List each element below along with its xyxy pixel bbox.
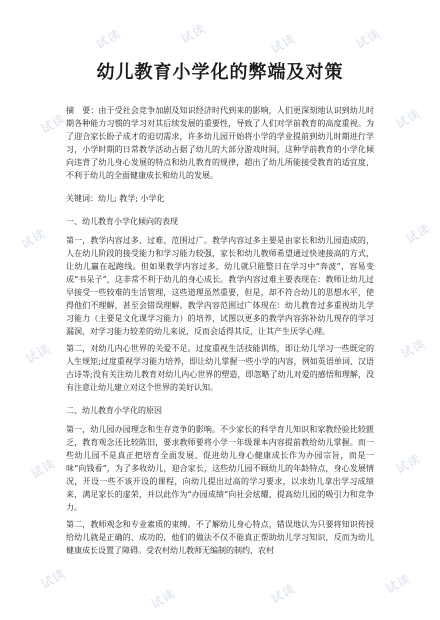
watermark-text: 试读 (403, 221, 434, 247)
watermark-text: 试读 (268, 581, 299, 607)
keywords-line: 关键词：幼儿; 教学; 小学化 (66, 194, 165, 203)
watermark-text: 试读 (28, 456, 59, 482)
watermark-text: 试读 (38, 566, 69, 592)
watermark-text: 试读 (23, 341, 54, 367)
watermark-text: 试读 (178, 21, 209, 47)
watermark-text: 试读 (383, 571, 414, 597)
watermark-text: 试读 (93, 26, 124, 52)
document-title: 幼儿教育小学化的弊端及对策 (96, 62, 344, 83)
watermark-text: 试读 (38, 111, 69, 137)
section-2-paragraph-2: 第二，教师观念和专业素质的束缚。不了解幼儿身心特点，错误地认为只要将知识传授给幼儿就是正确的、成功的，他们的做法不仅不能真正帮助幼儿学习知识，反而为幼儿健康成长设置了障碍。受农村幼儿教师无编制的制约，农村 (66, 520, 374, 555)
section-1-paragraph-2: 第二，对幼儿内心世界的关爱不足。过度重视生活技能训练，即让幼儿学习一些既定的人生规矩;过度重视学习能力培养，即让幼儿掌握一些小学的内容，例如英语单词、汉语古诗等;没有关注幼儿教育对幼儿内心世界的塑造，即忽略了幼儿对爱的感悟和理解，没有注意让幼儿建立对这个世界的美好认知。 (66, 344, 374, 392)
watermark-text: 试读 (393, 451, 424, 477)
section-2-paragraph-1: 第一，幼儿园办园理念和生存竞争的影响。不少家长的科学育儿知识和家教经验比较匮乏，教育观念还比较陈旧，要求教师要将小学一年级课本内容提前教给幼儿掌握。而一些幼儿园不是真正把培育全面发展、促进幼儿身心健康成长作为办园宗旨，而是一味“向钱看”，为了多收幼儿，迎合家长，这些幼儿园不顾幼儿的年龄特点，身心发展情况，开设一些不该开设的课程，向幼儿提出过高的学习要求，以求幼儿拿出学习成绩来，满足家长的虚荣，并以此作为“办园成绩”向社会炫耀，提高幼儿园的吸引力和竞争力。 (66, 425, 374, 512)
abstract-paragraph: 摘 要：由于受社会竞争加剧及知识经济时代到来的影响，人们更深刻地认识到幼儿时期各种能力习惯的学习对其后续发展的重要性，导致了人们对学前教育的高度重视。为了迎合家长盼子成才的迫切需求，许多幼儿园开始将小学的学业提前到幼儿时期进行学习，小学时期的日常教学活动占据了幼儿的大部分游戏时间，这种学前教育的小学化倾向违背了幼儿身心发展的特点和幼儿教育的规律，超出了幼儿所能接受教育的适宜度，不利于幼儿的全面健康成长和幼儿的发展。 (66, 106, 374, 180)
section-heading-2: 二、幼儿教育小学化的原因 (66, 406, 162, 415)
watermark-text: 试读 (353, 26, 384, 52)
section-heading-1: 一、幼儿教育小学化倾向的表现 (66, 217, 178, 226)
watermark-text: 试读 (268, 31, 299, 57)
section-1-paragraph-1: 第一，教学内容过多、过难、范围过广。教学内容过多主要是由家长和幼儿园造成的，人在幼儿阶段的接受能力和学习能力较强，家长和幼儿教师希望通过快速接高的方式，让幼儿赢在起跑线。但如果教学内容过多，幼儿就只能整日在学习中“奔波”，容易变成“书呆子”，这非常不利于幼儿的身心成长。教学内容过难主要表现在：教师让幼儿过早接受一些较难的生活管理，这些道理虽然重要，但是，却不符合幼儿的思想水平，使得他们不理解，甚至会错误理解。教学内容范围过广体现在：幼儿教育过多重视幼儿学习能力（主要是文化课学习能力）的培养，试图以更多的教学内容弥补幼儿现存的学习漏洞，对学习能力较差的幼儿来说，反而会适得其反，让其产生厌学心理。 (66, 236, 374, 336)
watermark-text: 试读 (18, 226, 49, 252)
watermark-text: 试读 (398, 336, 429, 362)
document-body (66, 104, 374, 557)
watermark-text: 试读 (393, 106, 424, 132)
watermark-text: 试读 (148, 586, 179, 612)
